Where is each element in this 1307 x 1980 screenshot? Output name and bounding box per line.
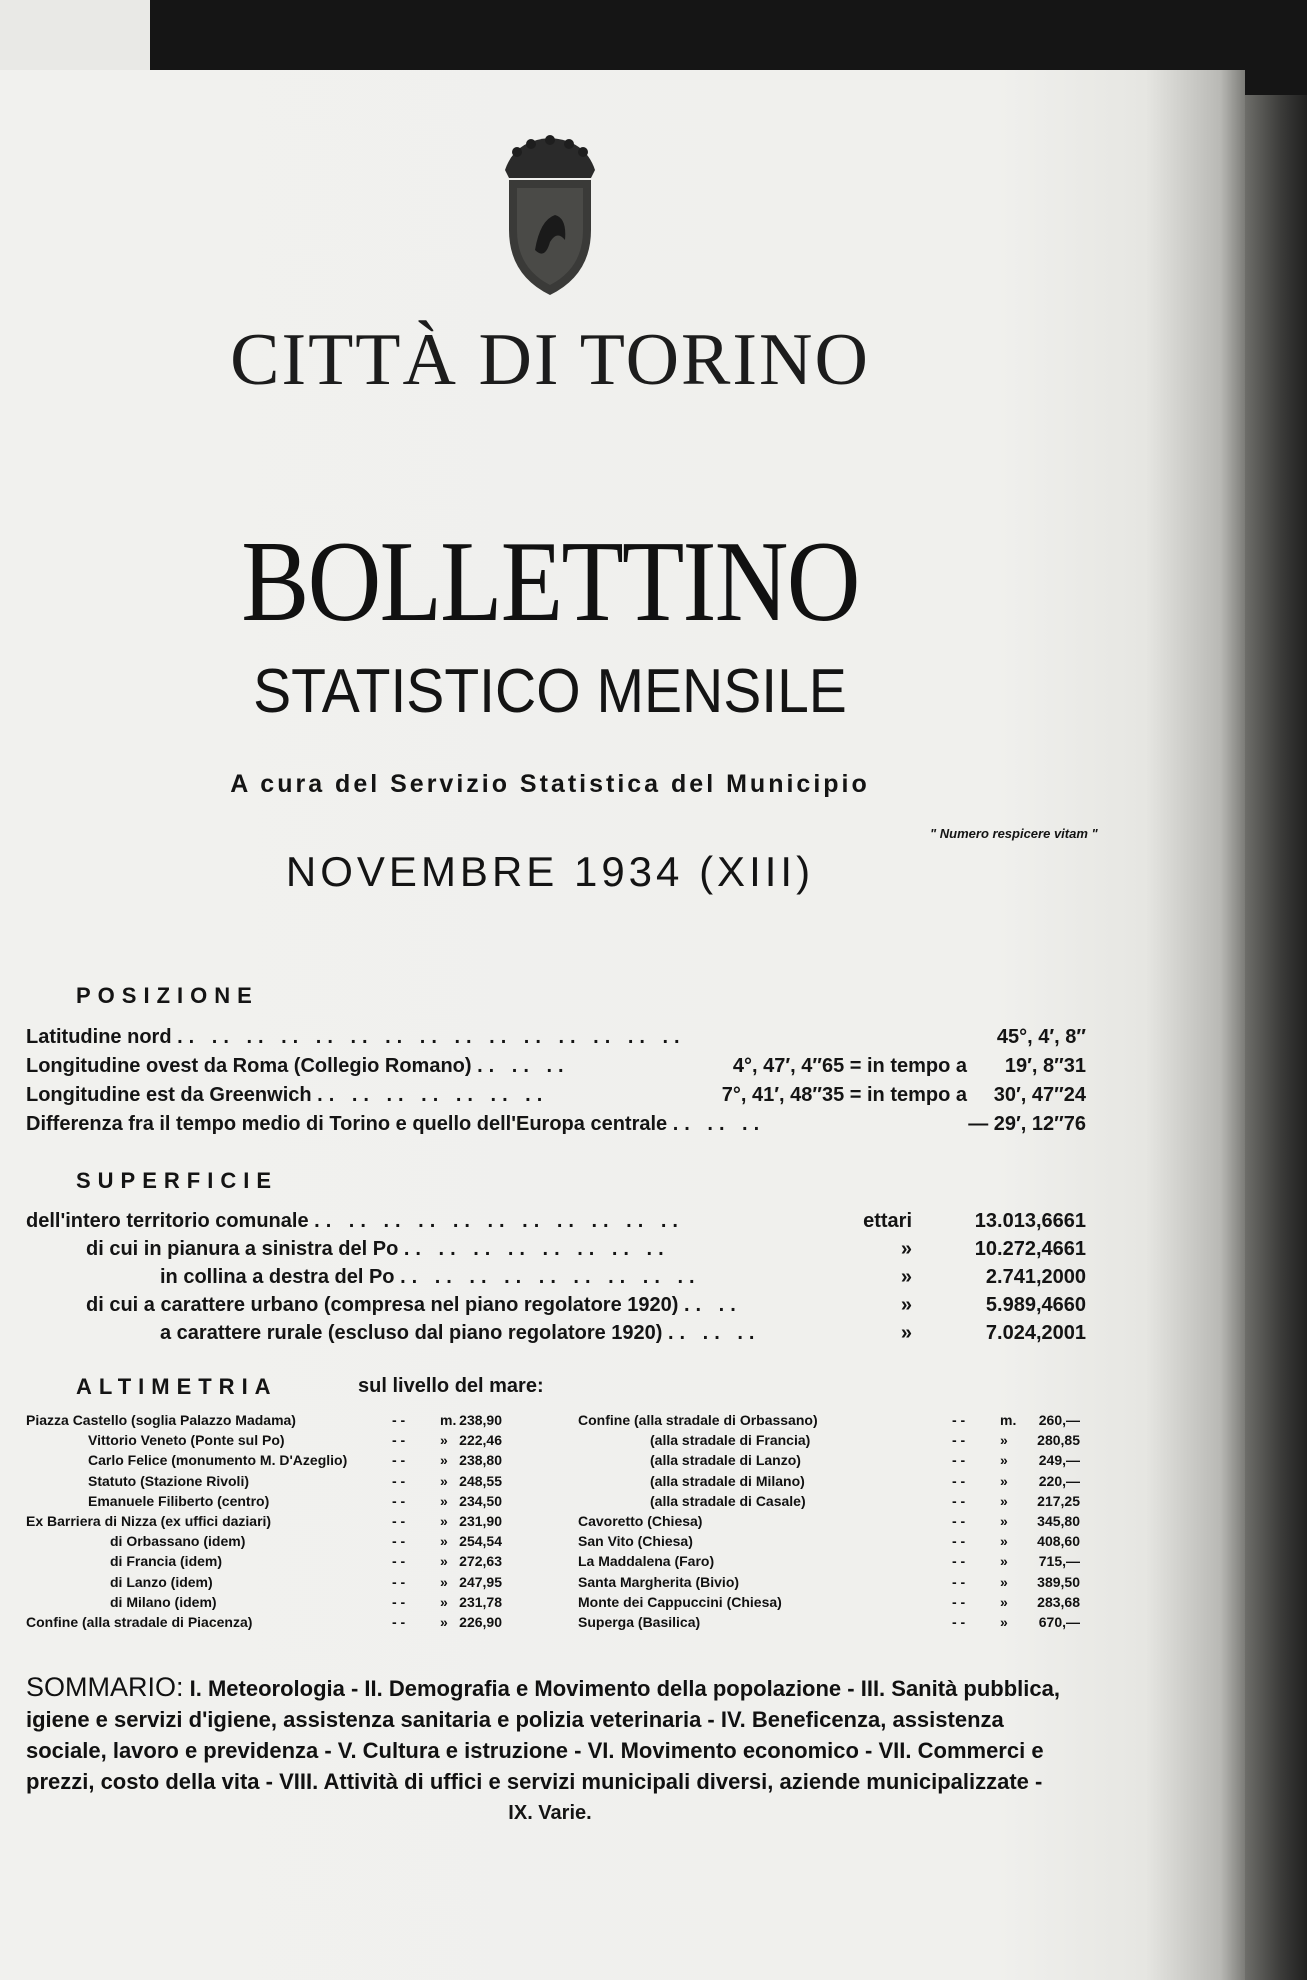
leader-dots: - -	[952, 1492, 966, 1509]
altimetria-value: 280,85	[1037, 1432, 1080, 1449]
altimetria-unit: »	[1000, 1492, 1008, 1509]
superficie-row: dell'intero territorio comunale .. .. .. .. .. .. .. .. .. .. ..	[26, 1210, 684, 1232]
superficie-row: di cui in pianura a sinistra del Po .. .. .. .. .. .. .. ..	[86, 1238, 670, 1260]
altimetria-value: 226,90	[459, 1614, 502, 1630]
row-value: 7.024,2001	[985, 1322, 1086, 1344]
altimetria-label: (alla stradale di Francia)	[650, 1432, 811, 1449]
altimetria-label: Monte dei Cappuccini (Chiesa)	[578, 1593, 782, 1610]
superficie-row: in collina a destra del Po .. .. .. .. .. .. .. .. ..	[160, 1266, 701, 1288]
altimetria-label: di Lanzo (idem)	[110, 1573, 213, 1590]
altimetria-label: Confine (alla stradale di Piacenza)	[26, 1614, 253, 1630]
row-label: di cui in pianura a sinistra del Po	[86, 1238, 399, 1260]
altimetria-label: Carlo Felice (monumento M. D'Azeglio)	[88, 1452, 348, 1469]
altimetria-value: 238,90	[459, 1412, 502, 1428]
altimetria-value: 408,60	[1037, 1533, 1080, 1550]
altimetria-unit: »	[440, 1614, 448, 1630]
row-label: Latitudine nord	[26, 1026, 172, 1048]
altimetria-label: (alla stradale di Casale)	[650, 1492, 806, 1509]
row-value: 10.272,4661	[974, 1238, 1086, 1260]
altimetria-unit: »	[1000, 1593, 1008, 1610]
superficie-row: a carattere rurale (escluso dal piano regolatore 1920) .. .. ..	[160, 1322, 761, 1344]
leader-dots: - -	[952, 1533, 966, 1550]
altimetria-unit: »	[440, 1492, 448, 1509]
altimetria-value: 220,—	[1038, 1472, 1080, 1489]
row-label: Differenza fra il tempo medio di Torino e quello dell'Europa centrale	[26, 1113, 668, 1135]
altimetria-value: 345,80	[1037, 1513, 1080, 1529]
sommario-text: I. Meteorologia - II. Demografia e Movimento della popolazione - III. Sanità pubblica, igiene e servizi d'igiene, assistenza sanitaria e polizia veterinaria - IV. Beneficenza, assistenza sociale, lavoro e previdenza - V. Cultura e istruzione - VI. Movimento economico - VII. Commerci e prezzi, costo della vita - VIII. Attività di uffici e servizi municipali diversi, aziende municipalizzate -	[26, 1676, 1060, 1794]
altimetria-unit: »	[440, 1553, 448, 1570]
row-value: — 29′, 12″76	[968, 1113, 1086, 1135]
section-heading-altimetria: ALTIMETRIA	[76, 1374, 278, 1399]
altimetria-unit: »	[440, 1452, 448, 1469]
coat-of-arms-emblem	[495, 130, 605, 300]
leader-dots: - -	[952, 1593, 966, 1610]
row-label: di cui a carattere urbano (compresa nel piano regolatore 1920)	[86, 1294, 679, 1316]
altimetria-label: (alla stradale di Lanzo)	[650, 1452, 801, 1469]
leader-dots: - -	[392, 1412, 406, 1428]
section-heading-superficie: SUPERFICIE	[76, 1168, 279, 1193]
scan-right-border	[1245, 95, 1307, 1980]
leader-dots: - -	[392, 1553, 406, 1570]
altimetria-unit: »	[1000, 1614, 1008, 1630]
row-value: 5.989,4660	[985, 1294, 1086, 1316]
leader-dots: - -	[952, 1513, 966, 1529]
leader-dots: - -	[392, 1614, 406, 1630]
altimetria-value: 715,—	[1038, 1553, 1080, 1570]
row-label: dell'intero territorio comunale	[26, 1210, 309, 1232]
row-detail: 4°, 47′, 4″65 = in tempo a	[732, 1055, 967, 1077]
row-value: 30′, 47″24	[993, 1084, 1086, 1106]
curator-line: A cura del Servizio Statistica del Municipio	[230, 770, 870, 798]
altimetria-label: Confine (alla stradale di Orbassano)	[578, 1412, 818, 1428]
altimetria-value: 248,55	[459, 1472, 502, 1489]
altimetria-value: 249,—	[1038, 1452, 1080, 1469]
leader-dots: - -	[392, 1472, 406, 1489]
leader-dots: - -	[392, 1573, 406, 1590]
posizione-row: Longitudine est da Greenwich .. .. .. .. .. .. ..	[26, 1084, 549, 1106]
altimetria-value: 272,63	[459, 1553, 502, 1570]
altimetria-value: 670,—	[1038, 1614, 1080, 1630]
superficie-row: di cui a carattere urbano (compresa nel piano regolatore 1920) .. ..	[86, 1294, 742, 1316]
altimetria-label: Ex Barriera di Nizza (ex uffici daziari)	[26, 1513, 272, 1529]
altimetria-unit: »	[1000, 1533, 1008, 1550]
leader-dots: - -	[392, 1513, 406, 1529]
altimetria-unit: »	[1000, 1573, 1008, 1590]
bulletin-title: BOLLETTINO	[241, 518, 859, 646]
altimetria-value: 254,54	[459, 1533, 502, 1550]
row-unit: »	[900, 1238, 912, 1260]
altimetria-label: di Francia (idem)	[110, 1553, 223, 1570]
altimetria-unit: »	[440, 1432, 448, 1449]
row-unit: »	[900, 1266, 912, 1288]
leader-dots: - -	[952, 1412, 966, 1428]
row-value: 45°, 4′, 8″	[996, 1026, 1086, 1048]
altimetria-value: 389,50	[1037, 1573, 1080, 1590]
scan-corner	[0, 0, 150, 70]
altimetria-unit: »	[440, 1472, 448, 1489]
altimetria-value: 283,68	[1037, 1593, 1080, 1610]
altimetria-unit: »	[1000, 1432, 1008, 1449]
row-value: 13.013,6661	[974, 1210, 1086, 1232]
altimetria-label: La Maddalena (Faro)	[578, 1553, 715, 1570]
altimetria-unit: »	[1000, 1472, 1008, 1489]
leader-dots: - -	[952, 1553, 966, 1570]
leader-dots: - -	[952, 1573, 966, 1590]
altimetria-value: 238,80	[459, 1452, 502, 1469]
row-unit: ettari	[863, 1210, 912, 1232]
altimetria-unit: »	[1000, 1553, 1008, 1570]
altimetria-suffix: sul livello del mare:	[358, 1375, 544, 1397]
section-heading-posizione: POSIZIONE	[76, 983, 259, 1008]
altimetria-unit: »	[1000, 1513, 1008, 1529]
altimetria-unit: m.	[1000, 1412, 1017, 1428]
row-detail: 7°, 41′, 48″35 = in tempo a	[721, 1084, 967, 1106]
altimetria-label: Emanuele Filiberto (centro)	[88, 1492, 270, 1509]
altimetria-unit: »	[440, 1533, 448, 1550]
row-label: a carattere rurale (escluso dal piano regolatore 1920)	[160, 1322, 663, 1344]
posizione-row: Longitudine ovest da Roma (Collegio Romano) .. .. ..	[26, 1055, 570, 1077]
altimetria-unit: »	[1000, 1452, 1008, 1469]
city-title: CITTÀ DI TORINO	[230, 319, 870, 401]
altimetria-value: 260,—	[1038, 1412, 1080, 1428]
leader-dots: - -	[952, 1614, 966, 1630]
altimetria-unit: m.	[440, 1412, 457, 1428]
posizione-row: Differenza fra il tempo medio di Torino e quello dell'Europa centrale .. .. ..	[26, 1113, 766, 1135]
row-unit: »	[900, 1322, 912, 1344]
altimetria-label: Vittorio Veneto (Ponte sul Po)	[88, 1432, 285, 1449]
altimetria-label: Cavoretto (Chiesa)	[578, 1513, 703, 1529]
leader-dots: - -	[952, 1432, 966, 1449]
sommario-heading: SOMMARIO:	[26, 1672, 184, 1702]
altimetria-label: (alla stradale di Milano)	[650, 1472, 805, 1489]
issue-date: NOVEMBRE 1934 (XIII)	[285, 848, 815, 895]
sommario-last-line: IX. Varie.	[508, 1802, 592, 1824]
row-label: Longitudine ovest da Roma (Collegio Romano)	[26, 1055, 472, 1077]
row-value: 2.741,2000	[985, 1266, 1086, 1288]
row-label: in collina a destra del Po	[160, 1266, 395, 1288]
altimetria-label: Statuto (Stazione Rivoli)	[88, 1472, 249, 1489]
row-value: 19′, 8″31	[1004, 1055, 1086, 1077]
altimetria-value: 231,90	[459, 1513, 502, 1529]
altimetria-label: Piazza Castello (soglia Palazzo Madama)	[26, 1412, 296, 1428]
altimetria-label: Santa Margherita (Bivio)	[578, 1573, 740, 1590]
leader-dots: - -	[392, 1533, 406, 1550]
altimetria-value: 234,50	[459, 1492, 502, 1509]
leader-dots: - -	[392, 1452, 406, 1469]
altimetria-unit: »	[440, 1593, 448, 1610]
altimetria-label: di Milano (idem)	[110, 1593, 217, 1610]
altimetria-value: 217,25	[1037, 1492, 1080, 1509]
altimetria-value: 247,95	[459, 1573, 502, 1590]
leader-dots: - -	[392, 1593, 406, 1610]
leader-dots: - -	[952, 1452, 966, 1469]
altimetria-label: Superga (Basilica)	[578, 1614, 701, 1630]
altimetria-label: di Orbassano (idem)	[110, 1533, 246, 1550]
altimetria-value: 222,46	[459, 1432, 502, 1449]
altimetria-label: San Vito (Chiesa)	[578, 1533, 693, 1550]
leader-dots: - -	[952, 1472, 966, 1489]
altimetria-value: 231,78	[459, 1593, 502, 1610]
altimetria-unit: »	[440, 1513, 448, 1529]
bulletin-subtitle: STATISTICO MENSILE	[253, 657, 847, 726]
posizione-row: Latitudine nord .. .. .. .. .. .. .. .. .. .. .. .. .. .. ..	[26, 1026, 686, 1048]
sommario-paragraph	[26, 1672, 1086, 1797]
row-label: Longitudine est da Greenwich	[26, 1084, 312, 1106]
leader-dots: - -	[392, 1432, 406, 1449]
row-unit: »	[900, 1294, 912, 1316]
altimetria-unit: »	[440, 1573, 448, 1590]
motto: " Numero respicere vitam "	[930, 826, 1098, 841]
leader-dots: - -	[392, 1492, 406, 1509]
